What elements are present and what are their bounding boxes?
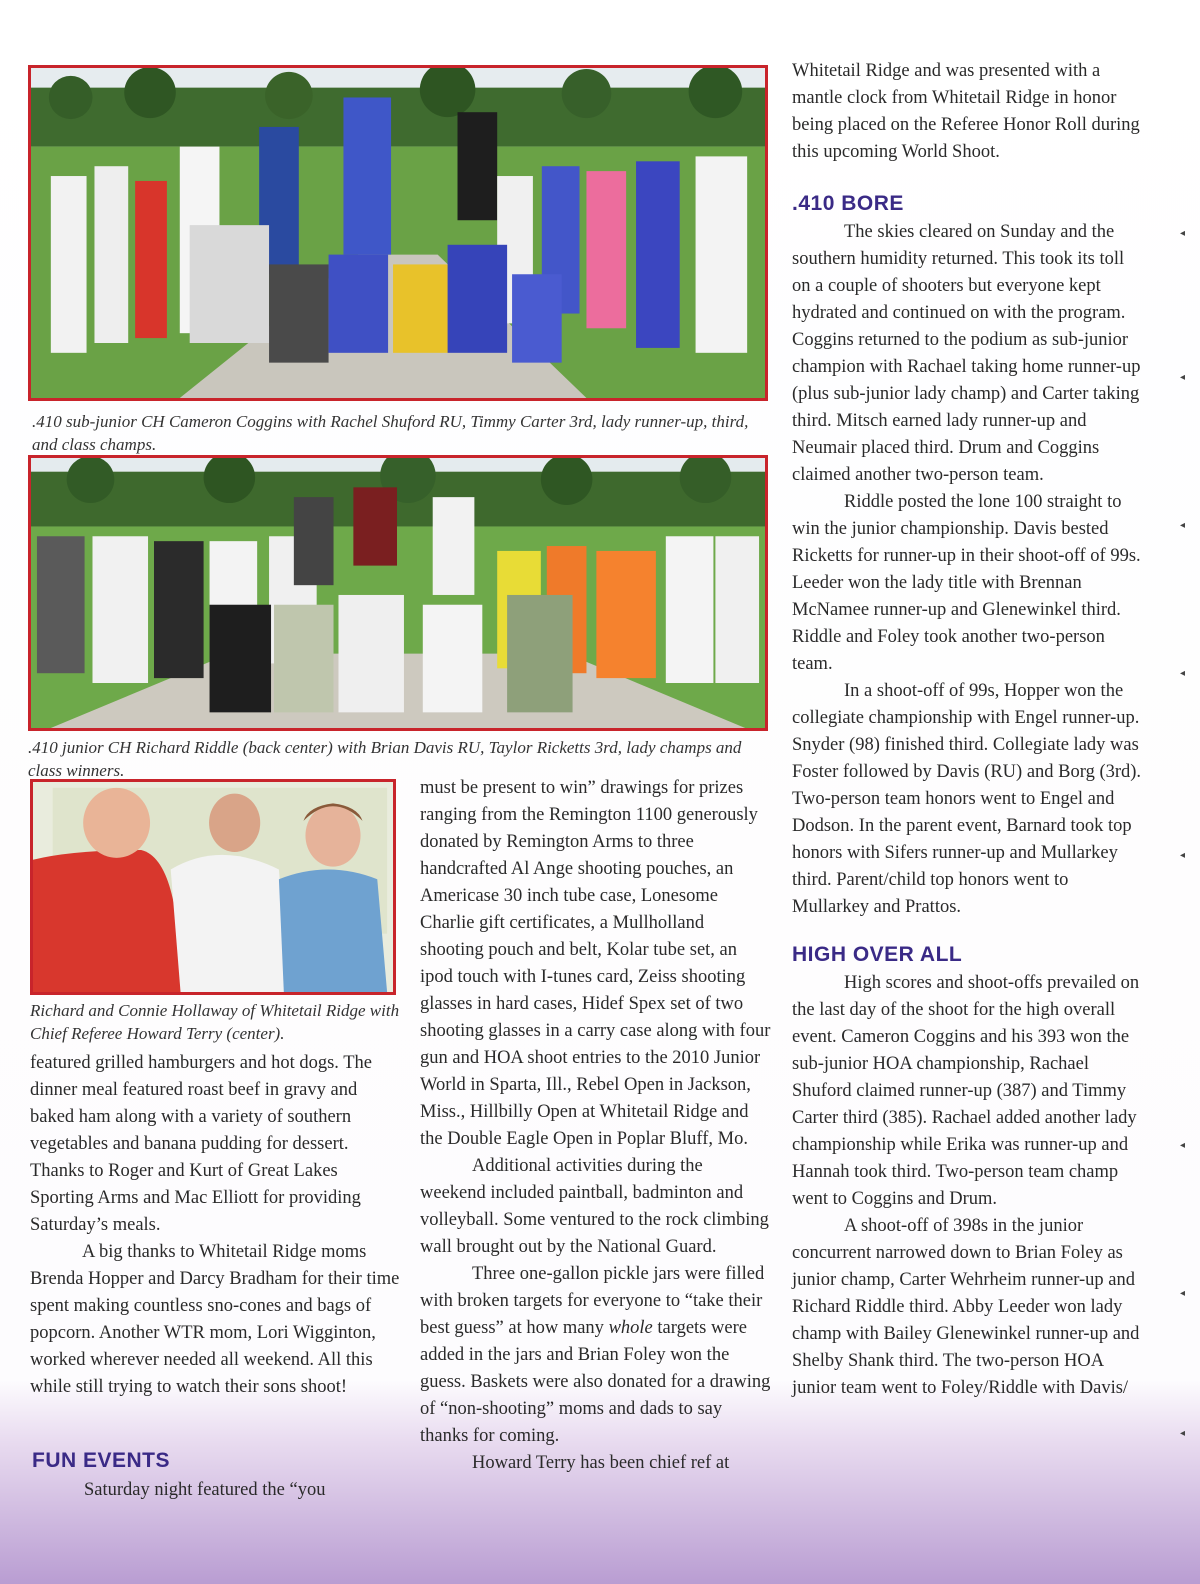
col1-after-heading: Saturday night featured the “you [84, 1480, 326, 1500]
bore-heading: .410 BORE [792, 192, 904, 215]
col1-paragraph: A big thanks to Whitetail Ridge moms Brenda Hopper and Darcy Bradham for their time spent making countless sno-cones and bags of popcorn. Another WTR mom, Lori Wigginton, worked wherever needed all weekend. All this while still trying to watch their sons shoot! [30, 1242, 400, 1397]
fun-events-heading: FUN EVENTS [32, 1449, 171, 1472]
photo-junior-group [28, 455, 768, 731]
bore-paragraph: The skies cleared on Sunday and the southern humidity returned. This took its toll on a couple of shooters but everyone kept hydrated and continued on with the program. Coggins returned to the podium as sub-junior champion with Rachael taking home runner-up (plus sub-junior lady champ) and Carter taking third. Mitsch earned lady runner-up and Neumair placed third. Drum and Coggins claimed another two-person team. [792, 222, 1141, 485]
photo2-caption: .410 junior CH Richard Riddle (back center) with Brian Davis RU, Taylor Ricketts 3rd, lady champs and class winners. [28, 738, 742, 780]
hoa-paragraph: High scores and shoot-offs prevailed on the last day of the shoot for the high overall event. Cameron Coggins and his 393 won the sub-junior HOA championship, Rachael Shuford claimed runner-up (387) and Timmy Carter third (385). Rachael added another lady championship while Erika was runner-up and Hannah took third. Two-person team champ went to Coggins and Drum. [792, 973, 1140, 1209]
column-3 [792, 58, 1144, 1402]
edge-mark: ◂ [1180, 668, 1186, 679]
photo-subjunior-group [28, 65, 768, 401]
col2-paragraph-pickle [420, 1261, 772, 1450]
photo-hollaway-terry [30, 779, 396, 995]
edge-mark: ◂ [1180, 1288, 1186, 1299]
col1-paragraph: featured grilled hamburgers and hot dogs. The dinner meal featured roast beef in gravy and baked ham along with a variety of southern vegetables and banana pudding for dessert. Thanks to Roger and Kurt of Great Lakes Sporting Arms and Mac Elliott for providing Saturday’s meals. [30, 1053, 372, 1235]
bore-paragraph: In a shoot-off of 99s, Hopper won the collegiate championship with Engel runner-up. Snyder (98) finished third. Collegiate lady was Foster followed by Davis (RU) and Borg (3rd). Two-person team honors went to Engel and Dodson. In the parent event, Barnard took top honors with Sifers runner-up and Mullarkey third. Parent/child top honors went to Mullarkey and Prattos. [792, 681, 1142, 917]
hoa-paragraph: A shoot-off of 398s in the junior concurrent narrowed down to Brian Foley as junior champ, Carter Wehrheim runner-up and Richard Riddle third. Abby Leeder won lady champ with Bailey Glenewinkel runner-up and Shelby Shank third. The two-person HOA junior team went to Foley/Riddle with Davis/ [792, 1216, 1140, 1398]
col2-paragraph: must be present to win” drawings for prizes ranging from the Remington 1100 generously donated by Remington Arms to three handcrafted Al Ange shooting pouches, an Americase 30 inch tube case, Lonesome Charlie gift certificates, a Mullholland shooting pouch and belt, Kolar tube set, an ipod touch with I-tunes card, Zeiss shooting glasses in hard cases, Hidef Spex set of two shooting glasses in a carry case along with four gun and HOA shoot entries to the 2010 Junior World in Sparta, Ill., Rebel Open in Jackson, Miss., Hillbilly Open at Whitetail Ridge and the Double Eagle Open in Poplar Bluff, Mo. [420, 778, 771, 1149]
bore-paragraph: Riddle posted the lone 100 straight to win the junior championship. Davis bested Ricketts for runner-up in their shoot-off of 99s. Leeder won the lady title with Brennan McNamee runner-up and Glenewinkel third. Riddle and Foley took another two-person team. [792, 492, 1141, 674]
col3-intro: Whitetail Ridge and was presented with a mantle clock from Whitetail Ridge in honor being placed on the Referee Honor Roll during this upcoming World Shoot. [792, 61, 1140, 162]
pickle-text-before: Three one-gallon pickle jars were filled with broken targets for everyone to “take their best guess” at how many [420, 1264, 765, 1338]
hoa-heading: HIGH OVER ALL [792, 943, 963, 966]
photo3-caption: Richard and Connie Hollaway of Whitetail Ridge with Chief Referee Howard Terry (center). [30, 1001, 400, 1043]
col2-paragraph: Additional activities during the weekend included paintball, badminton and volleyball. Some ventured to the rock climbing wall brought out by the National Guard. [420, 1156, 769, 1257]
edge-mark: ◂ [1180, 850, 1186, 861]
column-1 [30, 1050, 400, 1401]
fun-events-block [32, 1449, 402, 1523]
col2-paragraph: Howard Terry has been chief ref at [472, 1453, 730, 1473]
edge-mark: ◂ [1180, 1428, 1186, 1439]
column-2 [420, 775, 772, 1477]
edge-mark: ◂ [1180, 372, 1186, 383]
edge-mark: ◂ [1180, 228, 1186, 239]
edge-mark: ◂ [1180, 1140, 1186, 1151]
pickle-text-after: targets were added in the jars and Brian Foley won the guess. Baskets were also donated for a drawing of “non-shooting” moms and dads to say thanks for coming. [420, 1318, 771, 1446]
edge-mark: ◂ [1180, 520, 1186, 531]
photo1-caption: .410 sub-junior CH Cameron Coggins with Rachel Shuford RU, Timmy Carter 3rd, lady runner-up, third, and class champs. [32, 412, 749, 454]
pickle-text-emphasis: whole [608, 1318, 653, 1338]
